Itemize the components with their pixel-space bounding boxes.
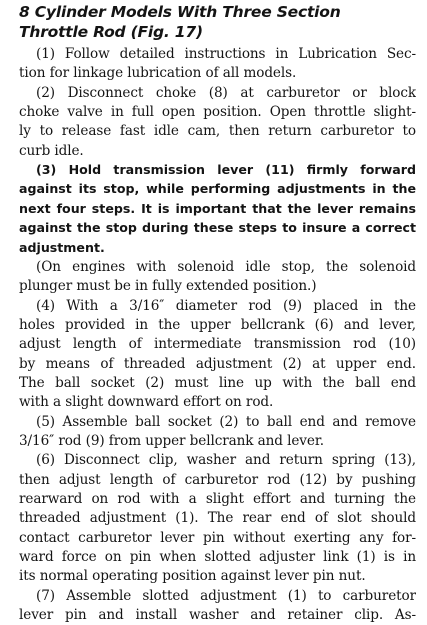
body-text-line: rearward on rod with a slight effort and turning the: [19, 491, 416, 508]
body-text-line: (6) Disconnect clip, washer and return spring (13),: [36, 452, 416, 469]
body-text-line: threaded adjustment (1). The rear end of slot should: [19, 510, 416, 527]
bold-text-line: against its stop, while performing adjustments in the: [19, 181, 416, 197]
body-text-line: tion for linkage lubrication of all models.: [19, 65, 297, 82]
bold-text-line: against the stop during these steps to insure a correct: [19, 220, 416, 236]
body-text-line: then adjust length of carburetor rod (12) by pushing: [19, 471, 416, 488]
body-text-line: with a slight downward effort on rod.: [19, 394, 274, 411]
section-heading-line-1: 8 Cylinder Models With Three Section: [19, 3, 341, 21]
body-text-line: (5) Assemble ball socket (2) to ball end and remove: [36, 413, 416, 430]
body-text-line: holes provided in the upper bellcrank (6) and lever,: [19, 316, 416, 333]
body-text-line: (4) With a 3/16″ diameter rod (9) placed in the: [36, 297, 416, 314]
body-text-line: ly to release fast idle cam, then return carburetor to: [19, 123, 416, 140]
body-text-line: by means of threaded adjustment (2) at upper end.: [19, 355, 416, 372]
body-text-line: 3/16″ rod (9) from upper bellcrank and lever.: [19, 433, 324, 449]
body-text-line: (1) Follow detailed instructions in Lubrication Sec-: [36, 46, 416, 62]
body-text-line: The ball socket (2) must line up with the ball end: [19, 374, 416, 391]
body-text-line: lever pin and install washer and retainer clip. As-: [19, 607, 416, 624]
bold-text-line: next four steps. It is important that the lever remains: [19, 200, 416, 216]
body-text-line: its normal operating position against lever pin nut.: [19, 568, 366, 585]
bold-text-line: (3) Hold transmission lever (11) firmly forward: [36, 162, 416, 178]
body-text-line: ward force on pin when slotted adjuster link (1) is in: [19, 549, 416, 566]
body-text-line: adjust length of intermediate transmission rod (10): [19, 336, 416, 353]
body-text-line: choke valve in full open position. Open throttle slight-: [19, 104, 416, 121]
body-text-line: (7) Assemble slotted adjustment (1) to carburetor: [36, 587, 416, 604]
body-text-line: plunger must be in fully extended position.): [19, 278, 317, 295]
body-text-line: (2) Disconnect choke (8) at carburetor or block: [36, 84, 416, 101]
section-heading-line-2: Throttle Rod (Fig. 17): [19, 23, 203, 41]
body-text-line: contact carburetor lever pin without exerting any for-: [19, 529, 416, 546]
body-text-line: curb idle.: [19, 142, 84, 159]
body-text-line: (On engines with solenoid idle stop, the solenoid: [36, 258, 416, 275]
bold-text-line: adjustment.: [19, 239, 105, 255]
